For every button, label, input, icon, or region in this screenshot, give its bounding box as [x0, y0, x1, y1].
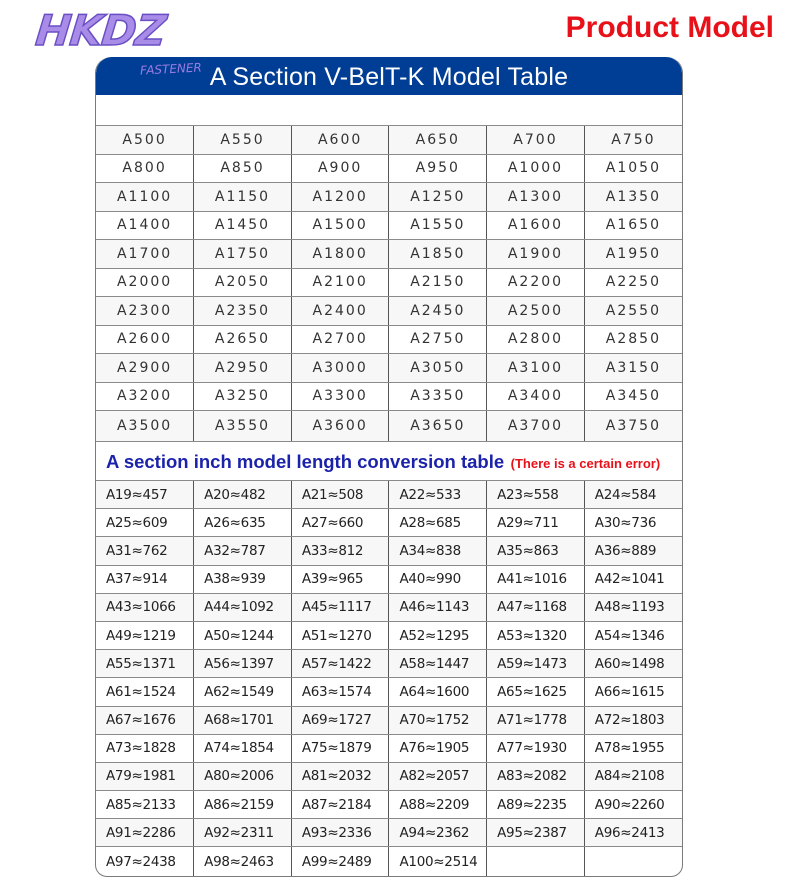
table-cell: A30≈736 [584, 509, 682, 537]
table-cell: A1800 [291, 240, 389, 269]
table-cell: A60≈1498 [584, 650, 682, 678]
table-cell: A71≈1778 [487, 706, 585, 734]
table-cell: A26≈635 [194, 509, 292, 537]
table-cell: A93≈2336 [291, 819, 389, 847]
table-cell: A1600 [487, 211, 585, 240]
conversion-table-row [96, 762, 682, 790]
table-cell: A3200 [96, 382, 194, 411]
conversion-table-row [96, 621, 682, 649]
table-cell: A3100 [487, 354, 585, 383]
table-cell: A2600 [96, 325, 194, 354]
table-cell: A2350 [194, 297, 292, 326]
table-cell: A41≈1016 [487, 565, 585, 593]
table-cell: A35≈863 [487, 537, 585, 565]
table-cell: A96≈2413 [584, 819, 682, 847]
table-cell: A40≈990 [389, 565, 487, 593]
table-cell: A46≈1143 [389, 593, 487, 621]
table-cell: A34≈838 [389, 537, 487, 565]
model-table-row [96, 354, 682, 383]
table-cell: A69≈1727 [291, 706, 389, 734]
model-table-row [96, 154, 682, 183]
table-cell: A3250 [194, 382, 292, 411]
conversion-table-row [96, 791, 682, 819]
conversion-table-heading [96, 442, 682, 481]
table-cell: A1300 [487, 183, 585, 212]
table-cell: A74≈1854 [194, 734, 292, 762]
table-cell: A50≈1244 [194, 621, 292, 649]
table-cell: A63≈1574 [291, 678, 389, 706]
table-cell: A55≈1371 [96, 650, 194, 678]
table-cell: A550 [194, 126, 292, 154]
table-cell: A87≈2184 [291, 791, 389, 819]
table-cell: A84≈2108 [584, 762, 682, 790]
table-cell: A2550 [584, 297, 682, 326]
table-cell: A53≈1320 [487, 621, 585, 649]
table-cell: A1150 [194, 183, 292, 212]
table-cell: A73≈1828 [96, 734, 194, 762]
table-cell: A1200 [291, 183, 389, 212]
table-cell: A92≈2311 [194, 819, 292, 847]
table-cell: A42≈1041 [584, 565, 682, 593]
table-cell: A59≈1473 [487, 650, 585, 678]
brand-logo-subtext: FASTENER [139, 60, 203, 78]
table-cell: A88≈2209 [389, 791, 487, 819]
model-table-row [96, 297, 682, 326]
table-cell: A3350 [389, 382, 487, 411]
conversion-table-note: (There is a certain error) [510, 456, 661, 471]
conversion-table-row [96, 734, 682, 762]
model-table-row [96, 211, 682, 240]
table-cell: A64≈1600 [389, 678, 487, 706]
table-cell [584, 847, 682, 877]
conversion-table-row [96, 819, 682, 847]
model-table-row [96, 382, 682, 411]
table-cell: A1500 [291, 211, 389, 240]
table-cell: A85≈2133 [96, 791, 194, 819]
table-cell: A850 [194, 154, 292, 183]
table-cell: A54≈1346 [584, 621, 682, 649]
table-cell: A3650 [389, 411, 487, 442]
table-cell: A65≈1625 [487, 678, 585, 706]
table-cell: A500 [96, 126, 194, 154]
table-cell: A78≈1955 [584, 734, 682, 762]
table-cell: A1450 [194, 211, 292, 240]
table-cell: A83≈2082 [487, 762, 585, 790]
table-cell: A2200 [487, 268, 585, 297]
table-cell: A1400 [96, 211, 194, 240]
table-cell: A76≈1905 [389, 734, 487, 762]
table-cell: A81≈2032 [291, 762, 389, 790]
table-cell: A33≈812 [291, 537, 389, 565]
table-cell: A91≈2286 [96, 819, 194, 847]
model-table [96, 126, 682, 442]
table-cell: A75≈1879 [291, 734, 389, 762]
table-cell: A19≈457 [96, 481, 194, 509]
table-cell: A2150 [389, 268, 487, 297]
table-cell: A3450 [584, 382, 682, 411]
conversion-table-row [96, 678, 682, 706]
table-cell: A3150 [584, 354, 682, 383]
table-cell: A1250 [389, 183, 487, 212]
conversion-table-row [96, 650, 682, 678]
table-cell: A27≈660 [291, 509, 389, 537]
table-cell: A62≈1549 [194, 678, 292, 706]
table-cell: A23≈558 [487, 481, 585, 509]
table-cell: A3550 [194, 411, 292, 442]
table-cell: A86≈2159 [194, 791, 292, 819]
model-table-row [96, 126, 682, 154]
table-cell: A68≈1701 [194, 706, 292, 734]
table-cell: A38≈939 [194, 565, 292, 593]
table-cell: A94≈2362 [389, 819, 487, 847]
table-cell: A1850 [389, 240, 487, 269]
table-cell: A90≈2260 [584, 791, 682, 819]
table-cell: A28≈685 [389, 509, 487, 537]
table-cell: A77≈1930 [487, 734, 585, 762]
table-cell: A2000 [96, 268, 194, 297]
table-cell: A49≈1219 [96, 621, 194, 649]
table-cell: A650 [389, 126, 487, 154]
header-spacer [96, 95, 682, 126]
table-cell: A44≈1092 [194, 593, 292, 621]
table-cell: A95≈2387 [487, 819, 585, 847]
table-cell: A2450 [389, 297, 487, 326]
table-cell: A2700 [291, 325, 389, 354]
conversion-table-row [96, 706, 682, 734]
table-cell: A2850 [584, 325, 682, 354]
table-cell: A67≈1676 [96, 706, 194, 734]
conversion-table-row [96, 565, 682, 593]
conversion-table-row [96, 509, 682, 537]
page-title: Product Model [565, 11, 774, 44]
table-cell: A52≈1295 [389, 621, 487, 649]
model-table-row [96, 325, 682, 354]
table-cell: A37≈914 [96, 565, 194, 593]
table-cell: A900 [291, 154, 389, 183]
table-cell: A1050 [584, 154, 682, 183]
table-cell: A3700 [487, 411, 585, 442]
table-cell: A32≈787 [194, 537, 292, 565]
table-cell: A22≈533 [389, 481, 487, 509]
table-cell: A2250 [584, 268, 682, 297]
table-cell: A3050 [389, 354, 487, 383]
table-cell: A3400 [487, 382, 585, 411]
table-cell: A31≈762 [96, 537, 194, 565]
table-cell: A25≈609 [96, 509, 194, 537]
table-cell: A21≈508 [291, 481, 389, 509]
table-cell: A79≈1981 [96, 762, 194, 790]
table-cell: A82≈2057 [389, 762, 487, 790]
conversion-table [96, 481, 682, 877]
table-cell: A2650 [194, 325, 292, 354]
model-table-row [96, 411, 682, 442]
table-cell: A70≈1752 [389, 706, 487, 734]
table-cell: A3750 [584, 411, 682, 442]
conversion-table-row [96, 593, 682, 621]
table-cell: A1950 [584, 240, 682, 269]
table-cell: A3000 [291, 354, 389, 383]
table-cell: A61≈1524 [96, 678, 194, 706]
table-cell: A39≈965 [291, 565, 389, 593]
table-cell: A57≈1422 [291, 650, 389, 678]
table-cell: A700 [487, 126, 585, 154]
table-cell: A56≈1397 [194, 650, 292, 678]
table-cell: A600 [291, 126, 389, 154]
table-cell: A45≈1117 [291, 593, 389, 621]
table-cell: A2400 [291, 297, 389, 326]
table-cell: A2900 [96, 354, 194, 383]
table-cell: A24≈584 [584, 481, 682, 509]
table-cell: A80≈2006 [194, 762, 292, 790]
conversion-table-title: A section inch model length conversion table [106, 451, 505, 472]
table-cell: A750 [584, 126, 682, 154]
table-cell: A1700 [96, 240, 194, 269]
table-cell: A2750 [389, 325, 487, 354]
table-cell: A20≈482 [194, 481, 292, 509]
brand-logo: HKDZ [33, 6, 168, 55]
table-cell: A43≈1066 [96, 593, 194, 621]
table-cell: A950 [389, 154, 487, 183]
table-cell: A1650 [584, 211, 682, 240]
table-cell: A3300 [291, 382, 389, 411]
table-cell: A1000 [487, 154, 585, 183]
table-cell: A3600 [291, 411, 389, 442]
table-cell: A36≈889 [584, 537, 682, 565]
model-table-title: A Section V-BelT-K Model Table [96, 57, 682, 95]
table-cell: A1900 [487, 240, 585, 269]
table-cell: A100≈2514 [389, 847, 487, 877]
table-cell: A800 [96, 154, 194, 183]
table-cell: A98≈2463 [194, 847, 292, 877]
table-cell: A66≈1615 [584, 678, 682, 706]
table-cell: A58≈1447 [389, 650, 487, 678]
table-cell: A1350 [584, 183, 682, 212]
model-table-row [96, 183, 682, 212]
table-cell: A2300 [96, 297, 194, 326]
conversion-table-row [96, 537, 682, 565]
table-cell: A1100 [96, 183, 194, 212]
table-cell: A47≈1168 [487, 593, 585, 621]
table-cell: A2050 [194, 268, 292, 297]
table-cell: A2950 [194, 354, 292, 383]
table-cell: A51≈1270 [291, 621, 389, 649]
table-cell [487, 847, 585, 877]
table-cell: A29≈711 [487, 509, 585, 537]
table-cell: A99≈2489 [291, 847, 389, 877]
table-cell: A2500 [487, 297, 585, 326]
model-table-row [96, 240, 682, 269]
model-table-row [96, 268, 682, 297]
table-cell: A1550 [389, 211, 487, 240]
table-cell: A2100 [291, 268, 389, 297]
table-cell: A48≈1193 [584, 593, 682, 621]
model-tables-frame [95, 57, 683, 877]
table-cell: A72≈1803 [584, 706, 682, 734]
table-cell: A89≈2235 [487, 791, 585, 819]
table-cell: A1750 [194, 240, 292, 269]
table-cell: A2800 [487, 325, 585, 354]
conversion-table-row [96, 847, 682, 877]
table-cell: A3500 [96, 411, 194, 442]
conversion-table-row [96, 481, 682, 509]
table-cell: A97≈2438 [96, 847, 194, 877]
